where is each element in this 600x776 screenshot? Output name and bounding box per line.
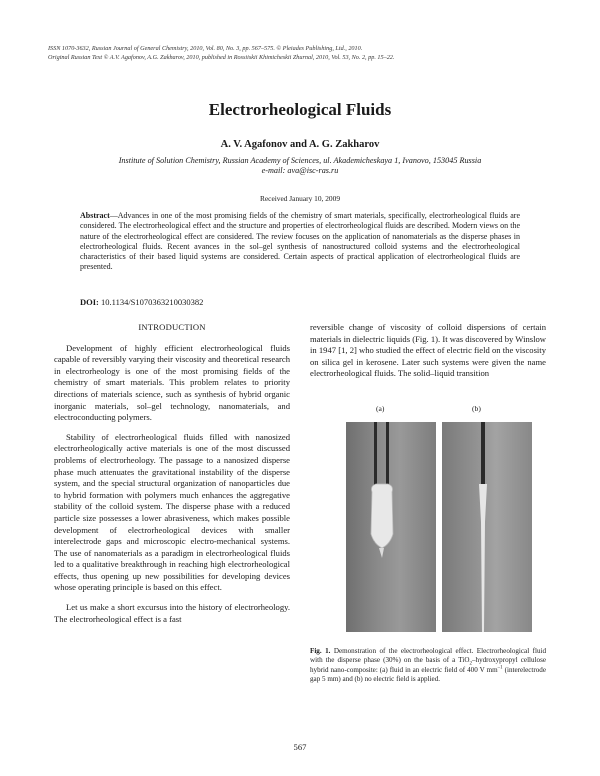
- figure-photo-b: [442, 422, 532, 632]
- paragraph: reversible change of viscosity of colloid dispersions of certain materials in dielectric liquids (Fig. 1). It was discovered by Winslow in 1947 [1, 2] who studied the effect of electric field on the viscosity on silica gel in kerosene. Later such systems were given the name electrorheological fluids. The solid–liquid transition: [310, 322, 546, 379]
- caption-subscript: 2: [469, 661, 472, 667]
- page-number: 567: [293, 742, 307, 752]
- electrode-no-field-photo: [442, 422, 532, 632]
- right-column: [310, 322, 546, 388]
- authors: A. V. Agafonov and A. G. Zakharov: [220, 139, 380, 150]
- journal-header-line-2: Original Russian Text © A.V. Agafonov, A.G. Zakharov, 2010, published in Rossiiskii Khimicheskii Zhurnal, 2010, Vol. 53, No. 2, pp. 15–22.: [48, 54, 395, 61]
- section-heading: INTRODUCTION: [138, 322, 206, 332]
- email: e-mail: ava@isc-ras.ru: [261, 166, 339, 175]
- paragraph: Stability of electrorheological fluids filled with nanosized electrorheologically active materials is one of the most discussed problems of electrorheology. The passage to a nanosized disperse phase much attenuates the gravitational instability of the disperse system, and the special structural organization of nanoparticles due to hybrid formation with polymers much enhances the aggregative stability of the colloid system. The disperse phase with a reduced particle size possesses a lower abrasiveness, which makes possible development of electrorheological devices with smaller interelectrode gaps and microscopic electro-mechanical systems. The use of nanomaterials as a paradigm in electrorheological fluids led to a qualitative breakthrough in reaching high electrorheological effects, thus opening up new possibilities for developing devices whose operating principle is based on this effect.: [54, 431, 290, 593]
- figure-caption: [310, 647, 546, 685]
- affiliation-block: [0, 156, 600, 176]
- journal-header-line-1: ISSN 1070-3632, Russian Journal of General Chemistry, 2010, Vol. 80, No. 3, pp. 567–575. © Pleiades Publishing, Ltd., 2010.: [48, 45, 363, 52]
- caption-superscript: –1: [497, 665, 503, 671]
- caption-text-3: (interelectrode gap 5 mm) and (b) no electric field is applied.: [310, 665, 546, 684]
- caption-label: Fig. 1.: [310, 647, 331, 655]
- doi-value[interactable]: 10.1134/S1070363210030382: [101, 297, 204, 307]
- abstract-label: Abstract: [80, 211, 110, 220]
- electrode-with-fluid-photo: [346, 422, 436, 632]
- received-date: Received January 10, 2009: [259, 194, 341, 203]
- caption-text-2: –hydroxypropyl cellulose hybrid nano-composite: (a) fluid in an electric field of 400 V mm: [310, 656, 546, 674]
- article-title: Electrorheological Fluids: [208, 100, 392, 119]
- doi: [80, 297, 203, 307]
- paragraph: Let us make a short excursus into the history of electrorheology. The electrorheological effect is a fast: [54, 602, 290, 624]
- paragraph: Development of highly efficient electrorheological fluids capable of reversibly varying their viscosity and theoretical research in electrorheology is one of the most promising fields of the chemistry of smart materials. This problem relates to priority directions of materials science, such as synthesis of hybrid organic inorganic materials, sol–gel technology, nanomaterials, and electroconducting polymers.: [54, 342, 290, 423]
- figure-label-a: (a): [376, 404, 385, 413]
- doi-label: DOI:: [80, 297, 99, 307]
- figure-photo-a: [346, 422, 436, 632]
- figure-label-b: (b): [472, 404, 481, 413]
- abstract: [80, 211, 520, 273]
- caption-text-1: Demonstration of the electrorheological effect. Electrorheological fluid with the disperse phase (30%) on the basis of a TiO: [310, 647, 547, 665]
- affiliation: Institute of Solution Chemistry, Russian Academy of Sciences, ul. Akademicheskaya 1, Ivanovo, 153045 Russia: [118, 156, 482, 165]
- abstract-text: —Advances in one of the most promising fields of the chemistry of smart materials, specifically, electrorheological fluids are considered. The electrorheological effect and the structure and properties of electrorheological fluids are described. Modern views on the nature of the electrorheological effect are considered. The review focuses on the application of nanomaterials as the disperse phases in electrorheological fluids. Recent avances in the sol–gel synthesis of nanostructured colloid systems and the electrorheological characteristics of their based liquid systems are considered. Certain aspects of practical application of electrorheological fluids are presented.: [80, 211, 520, 272]
- left-column: [54, 322, 290, 633]
